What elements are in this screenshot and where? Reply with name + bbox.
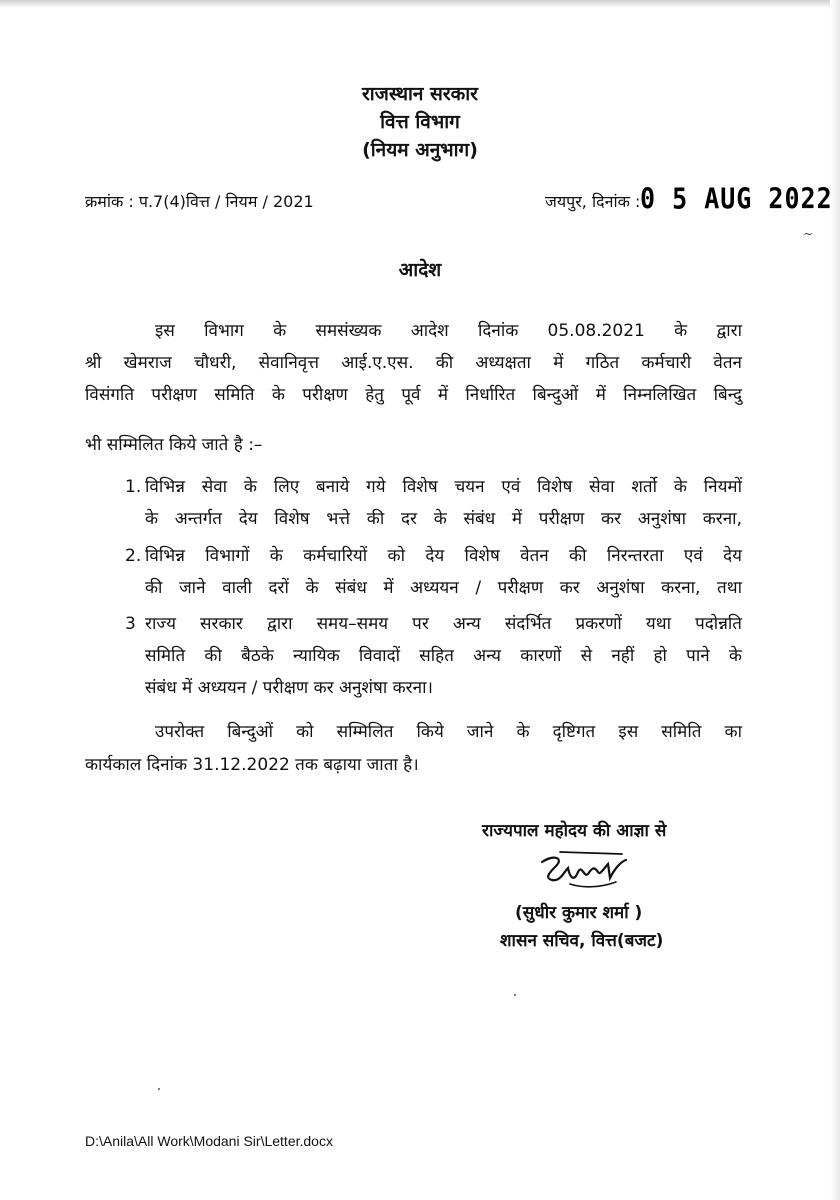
scan-right-edge [830, 0, 840, 1200]
point-2-line-1: विभिन्न विभागों के कर्मचारियों को देय विशेष वेतन की निरन्तरता एवं देय [145, 546, 742, 566]
point-2-number: 2. [125, 546, 142, 566]
place-date-label: जयपुर, दिनांक : [545, 192, 641, 211]
signatory-designation: शासन सचिव, वित्त(बजट) [500, 931, 664, 951]
point-3-number: 3 [125, 614, 136, 634]
point-1-number: 1. [125, 477, 142, 497]
scan-top-edge [0, 0, 840, 8]
paragraph2-line-2: कार्यकाल दिनांक 31.12.2022 तक बढ़ाया जाता है। [85, 755, 419, 775]
signatory-name: (सुधीर कुमार शर्मा ) [515, 903, 643, 923]
government-heading: राजस्थान सरकार [362, 83, 478, 105]
authority-line: राज्यपाल महोदय की आज्ञा से [482, 821, 667, 841]
paragraph1-line-4: भी सम्मिलित किये जाते है :– [85, 435, 263, 455]
point-1-line-1: विभिन्न सेवा के लिए बनाये गये विशेष चयन एवं विशेष सेवा शर्तो के नियमों [145, 477, 742, 497]
point-3-line-3: संबंध में अध्ययन / परीक्षण कर अनुशंषा करना। [145, 678, 433, 698]
paragraph1-line-1: इस विभाग के समसंख्यक आदेश दिनांक 05.08.2021 के द्वारा [155, 321, 742, 341]
file-path: D:\Anila\All Work\Modani Sir\Letter.docx [85, 1133, 333, 1149]
order-title: आदेश [398, 259, 442, 281]
point-3-line-1: राज्य सरकार द्वारा समय–समय पर अन्य संदर्भित प्रकरणों यथा पदोन्नति [145, 614, 742, 634]
paragraph1-line-2: श्री खेमराज चौधरी, सेवानिवृत्त आई.ए.एस. की अध्यक्षता में गठित कर्मचारी वेतन [85, 353, 742, 373]
paragraph2-line-1: उपरोक्त बिन्दुओं को सम्मिलित किये जाने के दृष्टिगत इस समिति का [155, 722, 742, 742]
point-1-line-2: के अन्तर्गत देय विशेष भत्ते की दर के संबंध में परीक्षण कर अनुशंषा करना, [145, 509, 742, 529]
point-2-line-2: की जाने वाली दरों के संबंध में अध्ययन / परीक्षण कर अनुशंषा करना, तथा [145, 578, 742, 598]
date-stamp: 0 5 AUG 2022 [640, 181, 833, 216]
section-heading: (नियम अनुभाग) [362, 139, 478, 161]
department-heading: वित्त विभाग [380, 111, 460, 133]
reference-number: क्रमांक : प.7(4)वित्त / नियम / 2021 [85, 192, 314, 211]
scan-speck [514, 994, 516, 996]
margin-mark: ~ [803, 227, 814, 241]
paragraph1-line-3: विसंगति परीक्षण समिति के परीक्षण हेतु पूर्व में निर्धारित बिन्दुओं में निम्नलिखित बिन्दु [85, 385, 742, 405]
handwritten-signature [530, 848, 640, 898]
scan-speck [158, 1088, 160, 1090]
point-3-line-2: समिति की बैठके न्यायिक विवादों सहित अन्य कारणों से नहीं हो पाने के [145, 646, 742, 666]
